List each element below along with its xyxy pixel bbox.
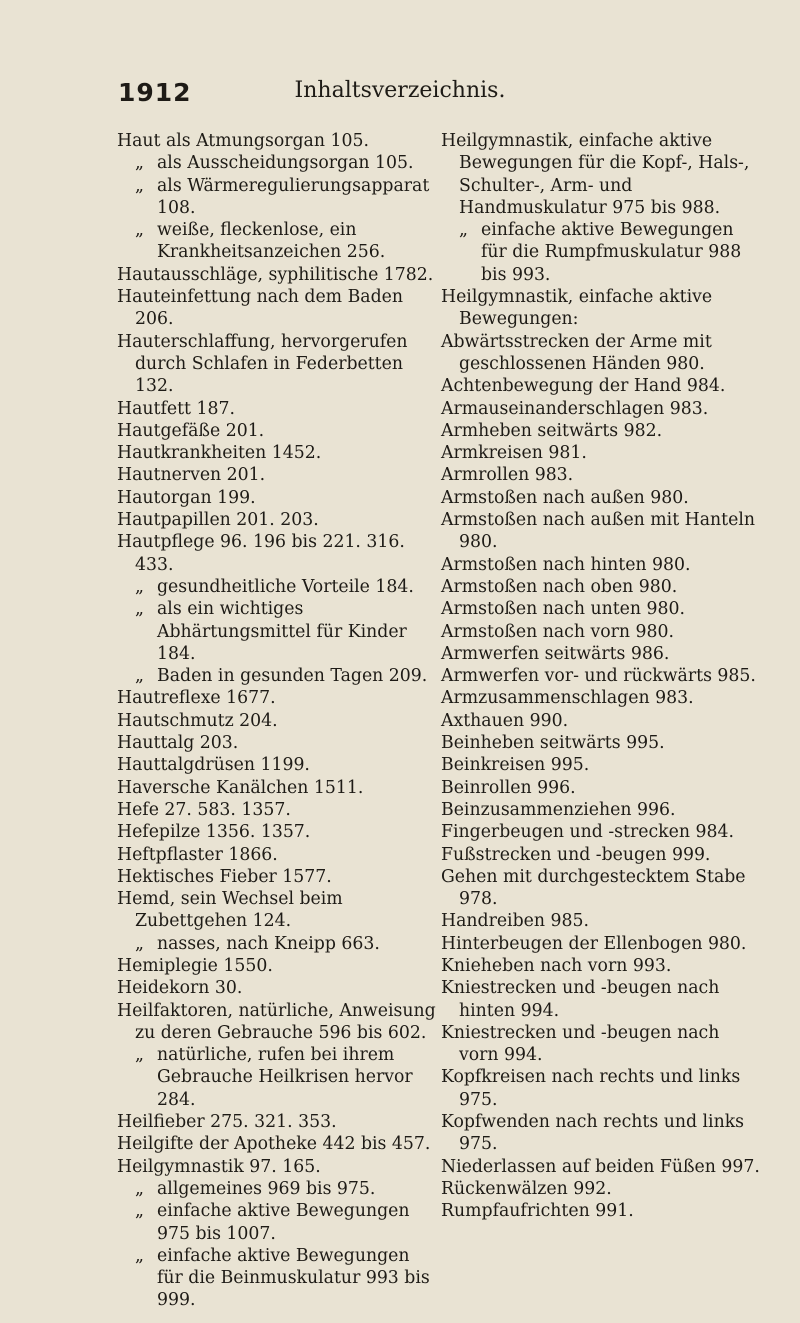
index-entry — [117, 955, 439, 977]
ditto-mark: „ — [135, 576, 144, 597]
index-entry — [117, 264, 439, 286]
entry-text: Heilfaktoren, natürliche, Anweisung zu deren Gebrauche 596 bis 602. — [117, 1000, 436, 1043]
index-subentry — [117, 1044, 439, 1111]
index-entry — [441, 375, 761, 397]
entry-text: Hauterschlaffung, hervorgerufen durch Schlafen in Federbetten 132. — [117, 331, 408, 397]
entry-text: Handreiben 985. — [441, 911, 589, 932]
entry-text: weiße, fleckenlose, ein Krankheitsanzeichen 256. — [157, 220, 386, 263]
index-entry — [117, 509, 439, 531]
index-entry — [117, 487, 439, 509]
entry-text: Beinheben seitwärts 995. — [441, 733, 665, 754]
index-entry — [441, 955, 761, 977]
index-entry — [441, 509, 761, 554]
entry-text: Niederlassen auf beiden Füßen 997. — [441, 1156, 760, 1177]
entry-text: Hemd, sein Wechsel beim Zubettgehen 124. — [117, 889, 343, 932]
ditto-mark: „ — [135, 1178, 144, 1199]
index-entry — [441, 844, 761, 866]
entry-text: einfache aktive Bewegungen für die Rumpfmuskulatur 988 bis 993. — [481, 220, 742, 285]
index-entry — [441, 821, 761, 843]
entry-text: Baden in gesunden Tagen 209. — [157, 666, 428, 687]
index-entry — [117, 1000, 439, 1045]
index-entry — [441, 1178, 761, 1200]
index-entry — [117, 398, 439, 420]
entry-text: Heftpflaster 1866. — [117, 844, 278, 865]
index-subentry — [117, 598, 439, 665]
ditto-mark: „ — [135, 1245, 144, 1266]
index-entry — [117, 1156, 439, 1178]
entry-text: nasses, nach Kneipp 663. — [157, 933, 380, 954]
index-entry — [441, 442, 761, 464]
entry-text: Gehen mit durchgestecktem Stabe 978. — [441, 866, 746, 910]
entry-text: Kniestrecken und -beugen nach vorn 994. — [441, 1022, 720, 1066]
index-subentry — [117, 1245, 439, 1312]
entry-text: Kopfkreisen nach rechts und links 975. — [441, 1067, 741, 1110]
entry-text: Armstoßen nach außen 980. — [441, 487, 689, 508]
ditto-mark: „ — [135, 933, 144, 954]
index-entry — [117, 130, 439, 152]
entry-text: allgemeines 969 bis 975. — [157, 1178, 376, 1199]
entry-text: Hautpflege 96. 196 bis 221. 316. 433. — [117, 532, 405, 575]
entry-text: Heilgymnastik, einfache aktive Bewegungen für die Kopf-, Hals-, Schulter-, Arm- und Handmuskulatur 975 bis 988. — [441, 131, 750, 218]
index-entry — [117, 420, 439, 442]
index-entry — [117, 464, 439, 486]
index-subentry — [117, 152, 439, 174]
index-entry — [441, 1066, 761, 1111]
index-entry — [441, 799, 761, 821]
entry-text: als ein wichtiges Abhärtungsmittel für Kinder 184. — [157, 599, 407, 664]
ditto-mark: „ — [459, 220, 468, 241]
entry-text: Hautfett 187. — [117, 398, 235, 419]
index-entry — [441, 866, 761, 911]
index-entry — [117, 821, 439, 843]
index-entry — [441, 1156, 761, 1178]
index-entry — [441, 732, 761, 754]
entry-text: Rumpfaufrichten 991. — [441, 1201, 634, 1222]
entry-text: Hautkrankheiten 1452. — [117, 443, 322, 464]
index-entry — [117, 844, 439, 866]
index-entry — [117, 1111, 439, 1133]
entry-text: Hauttalgdrüsen 1199. — [117, 755, 310, 776]
entry-text: Hauttalg 203. — [117, 733, 239, 754]
ditto-mark: „ — [135, 220, 144, 241]
index-entry — [441, 665, 761, 687]
index-column-right — [441, 130, 761, 1223]
index-subentry — [441, 219, 761, 286]
index-entry — [441, 1200, 761, 1222]
index-entry — [117, 286, 439, 331]
entry-text: Hautgefäße 201. — [117, 420, 265, 441]
index-subentry — [117, 1200, 439, 1245]
entry-text: Rückenwälzen 992. — [441, 1178, 612, 1199]
index-subentry — [117, 1178, 439, 1200]
entry-text: Achtenbewegung der Hand 984. — [441, 376, 726, 397]
index-entry — [441, 331, 761, 376]
entry-text: Hautschmutz 204. — [117, 710, 278, 731]
index-subentry — [117, 175, 439, 220]
ditto-mark: „ — [135, 666, 144, 687]
entry-text: als Wärmeregulierungsapparat 108. — [157, 175, 430, 218]
index-column-left — [117, 130, 439, 1312]
entry-text: Hinterbeugen der Ellenbogen 980. — [441, 933, 747, 954]
entry-text: Kopfwenden nach rechts und links 975. — [441, 1112, 745, 1155]
ditto-mark: „ — [135, 1201, 144, 1222]
entry-text: Armkreisen 981. — [441, 443, 587, 464]
page-header — [0, 78, 800, 118]
index-entry — [117, 1133, 439, 1155]
entry-text: natürliche, rufen bei ihrem Gebrauche Heilkrisen hervor 284. — [157, 1045, 413, 1110]
entry-text: Abwärtsstrecken der Arme mit geschlossenen Händen 980. — [441, 331, 712, 374]
index-entry — [117, 710, 439, 732]
index-entry — [117, 888, 439, 933]
index-entry — [441, 687, 761, 709]
entry-text: Hektisches Fieber 1577. — [117, 866, 332, 887]
index-entry — [441, 1022, 761, 1067]
entry-text: Armstoßen nach oben 980. — [441, 576, 678, 597]
entry-text: Hefe 27. 583. 1357. — [117, 799, 291, 820]
index-entry — [117, 687, 439, 709]
entry-text: Armauseinanderschlagen 983. — [441, 398, 709, 419]
index-entry — [441, 910, 761, 932]
entry-text: Heilgymnastik, einfache aktive Bewegungen: — [441, 287, 713, 330]
index-entry — [441, 464, 761, 486]
index-entry — [441, 487, 761, 509]
index-entry — [441, 398, 761, 420]
entry-text: Armheben seitwärts 982. — [441, 420, 663, 441]
index-entry — [441, 286, 761, 331]
entry-text: Fingerbeugen und -strecken 984. — [441, 822, 734, 843]
entry-text: Hautausschläge, syphilitische 1782. — [117, 264, 434, 285]
entry-text: Beinkreisen 995. — [441, 755, 590, 776]
entry-text: Kniestrecken und -beugen nach hinten 994. — [441, 978, 720, 1021]
entry-text: Heidekorn 30. — [117, 978, 243, 999]
entry-text: Knieheben nach vorn 993. — [441, 955, 672, 976]
entry-text: Hemiplegie 1550. — [117, 955, 273, 976]
index-subentry — [117, 933, 439, 955]
index-entry — [441, 933, 761, 955]
index-entry — [117, 866, 439, 888]
index-entry — [117, 977, 439, 999]
entry-text: Hautpapillen 201. 203. — [117, 510, 319, 531]
entry-text: Heilfieber 275. 321. 353. — [117, 1112, 337, 1133]
entry-text: Hefepilze 1356. 1357. — [117, 822, 311, 843]
entry-text: Armstoßen nach unten 980. — [441, 599, 686, 620]
index-subentry — [117, 665, 439, 687]
index-entry — [441, 420, 761, 442]
index-entry — [117, 777, 439, 799]
entry-text: Armzusammenschlagen 983. — [441, 688, 694, 709]
index-subentry — [117, 576, 439, 598]
entry-text: Fußstrecken und -beugen 999. — [441, 844, 711, 865]
ditto-mark: „ — [135, 599, 144, 620]
index-entry — [441, 754, 761, 776]
index-entry — [117, 754, 439, 776]
entry-text: Beinzusammenziehen 996. — [441, 799, 676, 820]
index-entry — [441, 1111, 761, 1156]
entry-text: Armstoßen nach außen mit Hanteln 980. — [441, 510, 755, 553]
index-entry — [441, 554, 761, 576]
ditto-mark: „ — [135, 153, 144, 174]
entry-text: Armstoßen nach vorn 980. — [441, 621, 675, 642]
index-entry — [117, 732, 439, 754]
index-entry — [117, 799, 439, 821]
entry-text: Hautnerven 201. — [117, 465, 266, 486]
index-entry — [441, 777, 761, 799]
index-entry — [117, 331, 439, 398]
index-entry — [441, 710, 761, 732]
page-number: 1912 — [118, 78, 192, 107]
entry-text: Heilgifte der Apotheke 442 bis 457. — [117, 1134, 431, 1155]
entry-text: einfache aktive Bewegungen für die Beinmuskulatur 993 bis 999. — [157, 1245, 430, 1311]
entry-text: einfache aktive Bewegungen 975 bis 1007. — [157, 1201, 410, 1244]
entry-text: Hautreflexe 1677. — [117, 688, 276, 709]
index-entry — [441, 643, 761, 665]
entry-text: Armwerfen seitwärts 986. — [441, 643, 670, 664]
entry-text: Hauteinfettung nach dem Baden 206. — [117, 287, 403, 330]
entry-text: Haut als Atmungsorgan 105. — [117, 131, 369, 151]
ditto-mark: „ — [135, 1045, 144, 1066]
index-entry — [441, 130, 761, 219]
entry-text: Hautorgan 199. — [117, 487, 256, 508]
entry-text: Beinrollen 996. — [441, 777, 576, 798]
index-entry — [441, 576, 761, 598]
index-entry — [441, 621, 761, 643]
index-entry — [117, 531, 439, 576]
entry-text: Haversche Kanälchen 1511. — [117, 777, 364, 798]
entry-text: Axthauen 990. — [441, 710, 569, 731]
ditto-mark: „ — [135, 175, 144, 196]
index-entry — [441, 977, 761, 1022]
entry-text: gesundheitliche Vorteile 184. — [157, 576, 414, 597]
index-entry — [117, 442, 439, 464]
index-subentry — [117, 219, 439, 264]
index-entry — [441, 598, 761, 620]
running-title: Inhaltsverzeichnis. — [294, 78, 506, 103]
entry-text: Armwerfen vor- und rückwärts 985. — [441, 666, 756, 687]
entry-text: Armstoßen nach hinten 980. — [441, 554, 691, 575]
entry-text: Armrollen 983. — [441, 465, 574, 486]
entry-text: als Ausscheidungsorgan 105. — [157, 153, 414, 174]
entry-text: Heilgymnastik 97. 165. — [117, 1156, 321, 1177]
